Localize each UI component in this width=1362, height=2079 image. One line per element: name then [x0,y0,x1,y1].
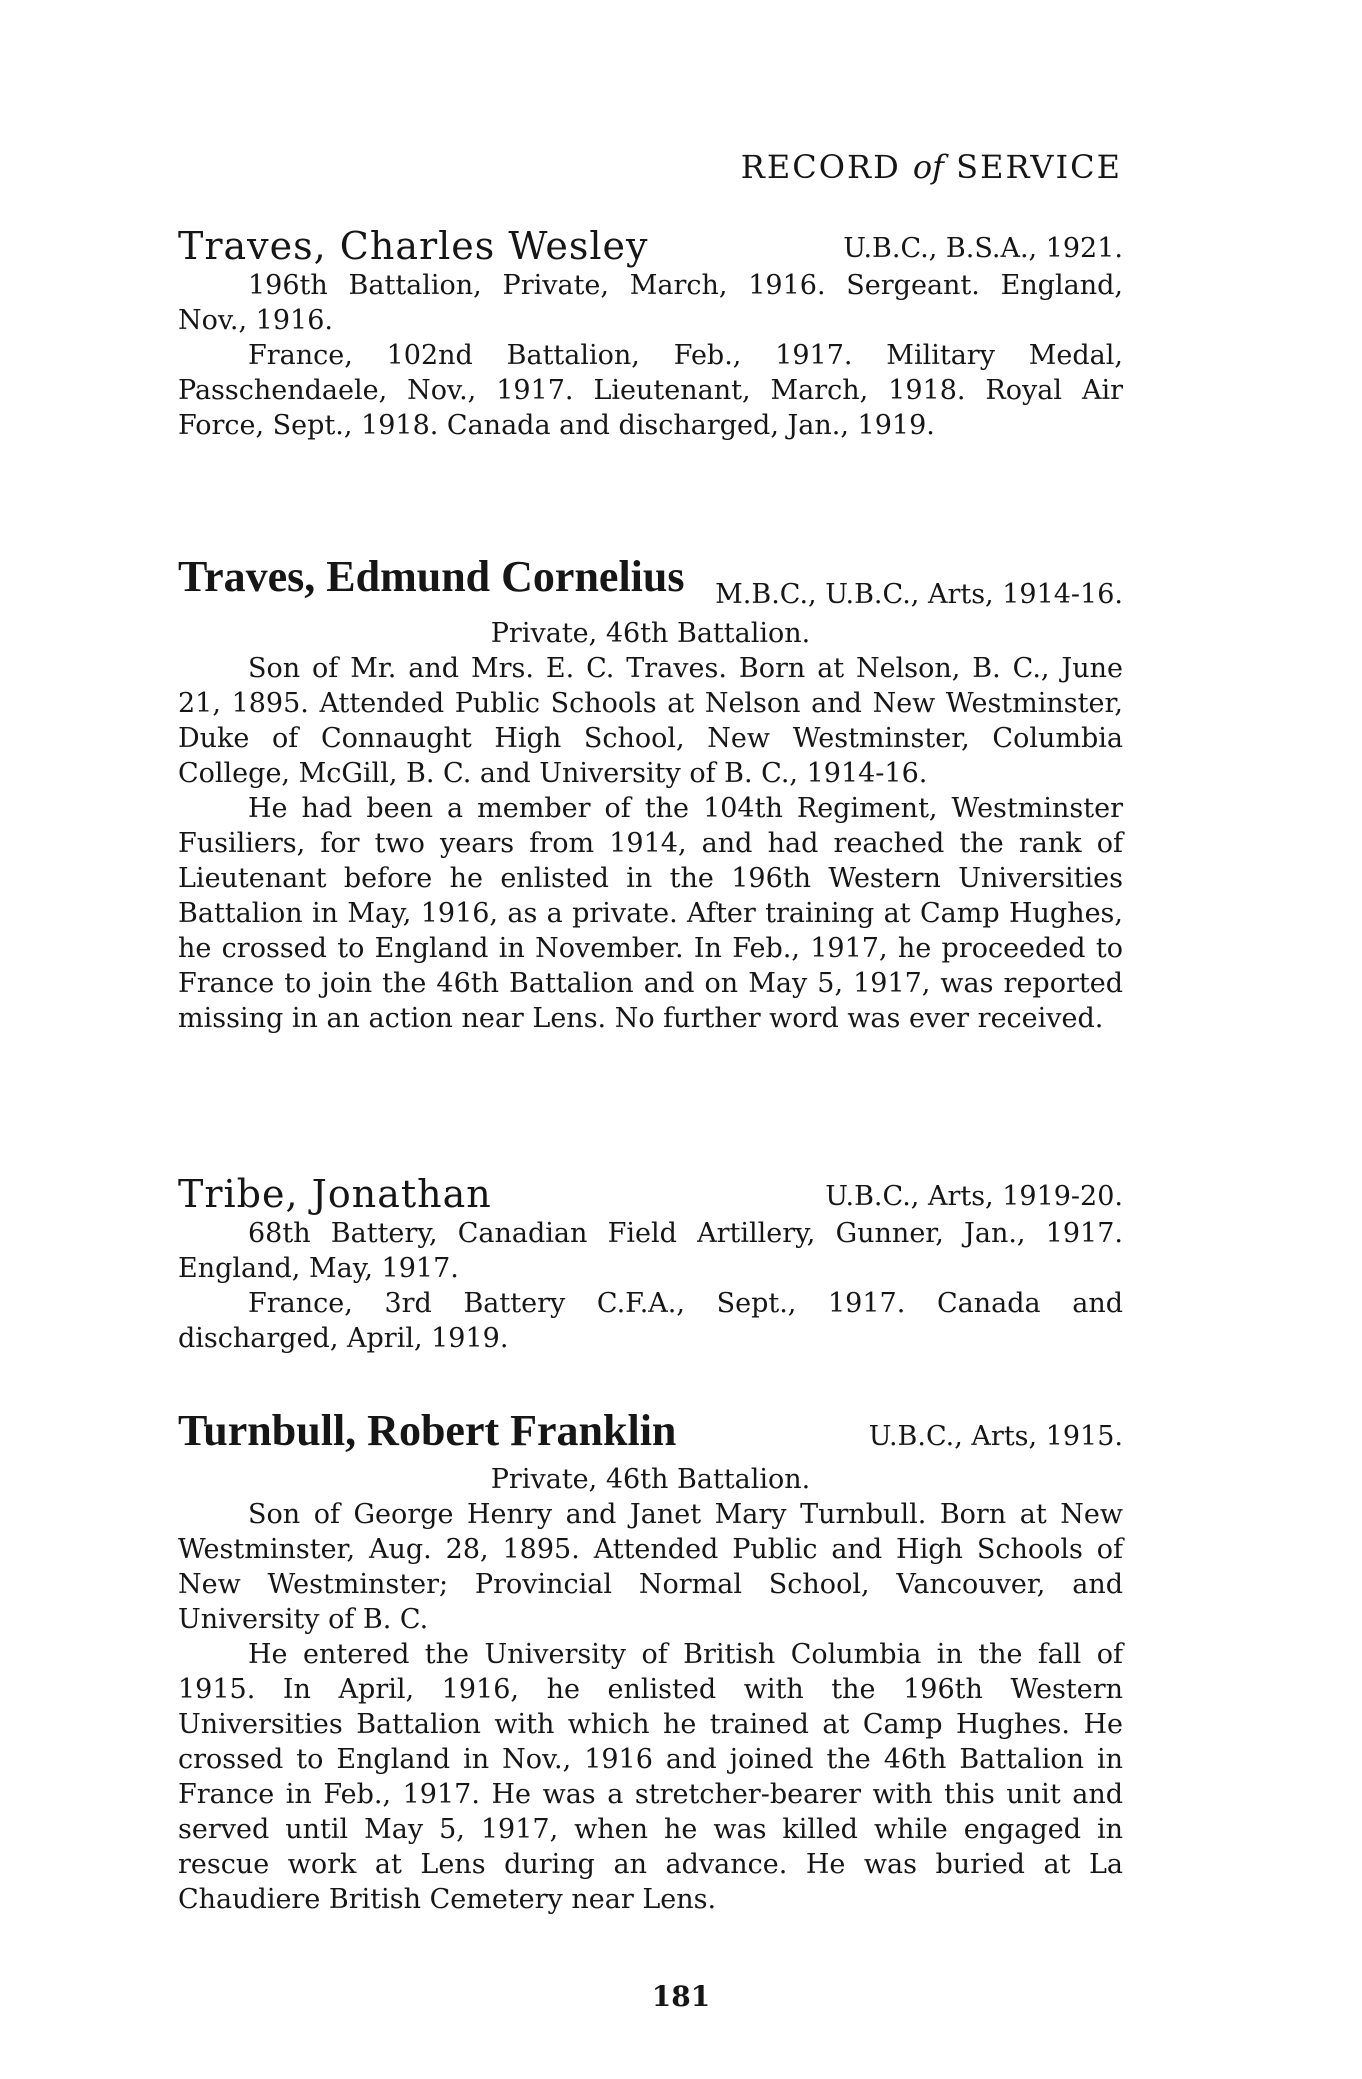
running-head-record: RECORD [740,148,901,186]
entry-paragraph: He had been a member of the 104th Regiment, Westminster Fusiliers, for two years from 1914, and had reached the rank of Lieutenant before he enlisted in the 196th Western Universities Battalion in May, 1916, as a private. After training at Camp Hughes, he crossed to England in November. In Feb., 1917, he proceeded to France to join the 46th Battalion and on May 5, 1917, was reported missing in an action near Lens. No further word was ever received. [178,793,1123,1034]
entry-degree: U.B.C., Arts, 1919-20. [825,1181,1123,1212]
entry-paragraph: France, 102nd Battalion, Feb., 1917. Military Medal, Passchendaele, Nov., 1917. Lieutenant, March, 1918. Royal Air Force, Sept., 1918. Canada and discharged, Jan., 1919. [178,340,1123,441]
entry-paragraph: 196th Battalion, Private, March, 1916. Sergeant. England, Nov., 1916. [178,270,1123,336]
entry-name: Traves, Edmund Cornelius [178,552,685,601]
entry-service: Private, 46th Battalion. [490,618,811,649]
entry-tribe-jonathan [178,1160,1123,1356]
entry-degree: M.B.C., U.B.C., Arts, 1914-16. [715,579,1123,610]
entry-name: Tribe, Jonathan [178,1172,492,1216]
running-head [741,148,1122,186]
entry-header [178,1160,1123,1216]
running-head-of: of [912,148,944,186]
running-head-service: SERVICE [956,148,1122,186]
entry-paragraph: Son of George Henry and Janet Mary Turnbull. Born at New Westminster, Aug. 28, 1895. Attended Public and High Schools of New Westminster; Provincial Normal School, Vancouver, and University of B. C. [178,1499,1123,1635]
entry-service: Private, 46th Battalion. [490,1464,811,1495]
entry-turnbull-robert [178,1396,1123,1917]
entry-degree: U.B.C., B.S.A., 1921. [843,233,1123,264]
entry-paragraph: 68th Battery, Canadian Field Artillery, Gunner, Jan., 1917. England, May, 1917. [178,1218,1123,1284]
entry-name: Turnbull, Robert Franklin [178,1406,677,1455]
page-number: 181 [651,1980,711,2013]
entry-paragraph: France, 3rd Battery C.F.A., Sept., 1917. Canada and discharged, April, 1919. [178,1288,1123,1354]
entry-header [178,212,1123,268]
entry-degree: U.B.C., Arts, 1915. [868,1421,1123,1452]
entry-header [178,540,1123,610]
entry-header [178,1396,1123,1456]
entry-traves-charles [178,212,1123,443]
entry-paragraph: He entered the University of British Columbia in the fall of 1915. In April, 1916, he enlisted with the 196th Western Universities Battalion with which he trained at Camp Hughes. He crossed to England in Nov., 1916 and joined the 46th Battalion in France in Feb., 1917. He was a stretcher-bearer with this unit and served until May 5, 1917, when he was killed while engaged in rescue work at Lens during an advance. He was buried at La Chaudiere British Cemetery near Lens. [178,1639,1123,1915]
entry-paragraph: Son of Mr. and Mrs. E. C. Traves. Born at Nelson, B. C., June 21, 1895. Attended Public Schools at Nelson and New Westminster, Duke of Connaught High School, New Westminster, Columbia College, McGill, B. C. and University of B. C., 1914-16. [178,653,1123,789]
entry-traves-edmund [178,540,1123,1036]
entry-name: Traves, Charles Wesley [178,224,649,268]
